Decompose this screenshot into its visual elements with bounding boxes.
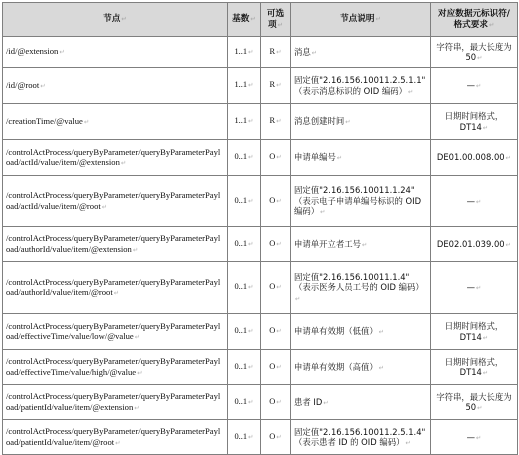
cardinality-cell: 0..1↵ [228,350,261,385]
node-path: /controlActProcess/queryByParameter/queryByParameterPayload/actId/value/item/@root [6,190,221,211]
description-cell: 固定值"2.16.156.10011.1.4" （表示医务人员工号的 OID 编码）↵ [291,262,431,314]
cardinality-cell: 0..1↵ [228,176,261,227]
cardinality-cell: 0..1↵ [228,420,261,455]
cardinality-value: 0..1 [234,152,248,162]
description-text: 固定值"2.16.156.10011.1.24" （表示电子申请单编号标识的 OID 编码） [294,185,422,217]
optional-cell: O↵ [261,314,291,350]
optional-cell: O↵ [261,420,291,455]
format-cell: 字符串，最大长度为 50↵ [431,37,518,68]
description-cell: 申请单开立者工号↵ [291,227,431,262]
cardinality-cell: 0..1↵ [228,314,261,350]
header-description: 节点说明↵ [291,3,431,37]
description-text: 固定值"2.16.156.10011.1.4" （表示医务人员工号的 OID 编码） [294,271,424,293]
table-row [3,262,518,314]
format-text: — [466,431,475,442]
cardinality-value: 0..1 [234,326,248,336]
node-path: /controlActProcess/queryByParameter/queryByParameterPayload/authorId/value/item/@extension [6,233,221,254]
description-cell: 患者 ID↵ [291,385,431,420]
optional-cell: O↵ [261,176,291,227]
node-path: /id/@root [6,79,40,90]
node-cell: /controlActProcess/queryByParameter/queryByParameterPayload/patientId/value/item/@extension↵ [3,385,228,420]
optional-cell: O↵ [261,227,291,262]
optional-cell: O↵ [261,262,291,314]
table-header-row [3,3,518,37]
description-text: 申请单有效期（高值） [294,361,378,372]
spec-table [2,2,518,455]
table-row [3,350,518,385]
format-cell: 日期时间格式，DT14↵ [431,314,518,350]
cardinality-value: 0..1 [234,396,248,406]
description-text: 申请单编号 [294,152,336,163]
format-text: 字符串，最大长度为 50 [436,41,512,62]
description-text: 申请单有效期（低值） [294,326,378,337]
description-cell: 申请单有效期（高值）↵ [291,350,431,385]
optional-value: R [269,116,276,126]
node-cell: /controlActProcess/queryByParameter/queryByParameterPayload/actId/value/item/@root↵ [3,176,228,227]
format-text: — [466,195,475,206]
node-path: /controlActProcess/queryByParameter/queryByParameterPayload/authorId/value/item/@root [6,276,221,298]
format-cell: 日期时间格式，DT14↵ [431,104,518,140]
description-text: 消息创建时间 [294,116,345,127]
optional-value: R [269,46,276,56]
node-cell: /controlActProcess/queryByParameter/queryByParameterPayload/patientId/value/item/@root↵ [3,420,228,455]
optional-value: O [269,396,276,406]
cardinality-cell: 1..1↵ [228,104,261,140]
table-row [3,104,518,140]
cardinality-value: 0..1 [234,431,248,441]
format-cell: DE02.01.039.00↵ [431,227,518,262]
header-cardinality-text: 基数 [232,14,250,25]
cardinality-value: 0..1 [234,195,248,205]
description-cell: 申请单有效期（低值）↵ [291,314,431,350]
header-format-text: 对应数据元标识符/格式要求 [438,8,510,30]
header-optional-text: 可选项 [266,8,285,30]
cardinality-value: 1..1 [234,46,248,56]
description-text: 申请单开立者工号 [294,238,361,249]
table-row [3,420,518,455]
header-description-text: 节点说明 [340,14,375,25]
format-text: 日期时间格式，DT14 [444,321,504,342]
optional-value: O [269,326,276,336]
optional-value: O [269,431,276,441]
format-text: — [466,282,475,293]
node-path: /id/@extension [6,46,59,57]
node-cell: /controlActProcess/queryByParameter/queryByParameterPayload/actId/value/item/@extension↵ [3,140,228,176]
header-format: 对应数据元标识符/格式要求↵ [431,3,518,37]
format-cell: —↵ [431,68,518,104]
format-cell: —↵ [431,420,518,455]
format-cell: DE01.00.008.00↵ [431,140,518,176]
format-text: DE01.00.008.00 [436,152,505,163]
cardinality-cell: 0..1↵ [228,262,261,314]
optional-cell: O↵ [261,350,291,385]
format-cell: 日期时间格式，DT14↵ [431,350,518,385]
cardinality-value: 0..1 [234,361,248,371]
node-cell: /controlActProcess/queryByParameter/queryByParameterPayload/effectiveTime/value/low/@value↵ [3,314,228,350]
format-cell: —↵ [431,176,518,227]
optional-cell: R↵ [261,104,291,140]
description-cell: 固定值"2.16.156.10011.2.5.1.4" （表示患者 ID 的 OID 编码）↵ [291,420,431,455]
optional-value: O [269,152,276,162]
optional-cell: R↵ [261,37,291,68]
node-path: /creationTime/@value [6,115,83,126]
table-row [3,140,518,176]
header-node-text: 节点 [103,14,121,25]
cardinality-value: 0..1 [234,282,248,292]
table-row [3,314,518,350]
optional-value: O [269,238,276,248]
optional-cell: R↵ [261,68,291,104]
format-cell: 字符串，最大长度为 50↵ [431,385,518,420]
optional-value: O [269,195,276,205]
node-cell: /controlActProcess/queryByParameter/queryByParameterPayload/authorId/value/item/@root↵ [3,262,228,314]
optional-value: O [269,361,276,371]
description-cell: 消息↵ [291,37,431,68]
description-text: 固定值"2.16.156.10011.2.5.1.1" （表示消息标识的 OID 编码） [294,75,426,96]
node-path: /controlActProcess/queryByParameter/queryByParameterPayload/patientId/value/item/@root [6,426,221,447]
format-text: — [466,80,475,91]
cardinality-value: 0..1 [234,238,248,248]
cardinality-cell: 0..1↵ [228,385,261,420]
node-path: /controlActProcess/queryByParameter/queryByParameterPayload/effectiveTime/value/low/@value [6,320,221,342]
format-text: 日期时间格式，DT14 [444,356,504,377]
table-row [3,37,518,68]
node-path: /controlActProcess/queryByParameter/queryByParameterPayload/actId/value/item/@extension [6,146,221,168]
cardinality-cell: 0..1↵ [228,227,261,262]
format-text: DE02.01.039.00 [436,238,505,249]
description-text: 消息 [294,46,311,57]
optional-value: O [269,282,276,292]
node-path: /controlActProcess/queryByParameter/queryByParameterPayload/patientId/value/item/@extension [6,391,221,412]
node-cell: /controlActProcess/queryByParameter/queryByParameterPayload/effectiveTime/value/high/@value↵ [3,350,228,385]
cardinality-cell: 0..1↵ [228,140,261,176]
description-cell: 消息创建时间↵ [291,104,431,140]
cardinality-value: 1..1 [234,80,248,90]
cardinality-cell: 1..1↵ [228,68,261,104]
optional-cell: O↵ [261,140,291,176]
header-cardinality: 基数↵ [228,3,261,37]
node-cell: /id/@extension↵ [3,37,228,68]
description-cell: 申请单编号↵ [291,140,431,176]
format-text: 字符串，最大长度为 50 [436,391,512,412]
description-cell: 固定值"2.16.156.10011.2.5.1.1" （表示消息标识的 OID 编码）↵ [291,68,431,104]
node-cell: /id/@root↵ [3,68,228,104]
cardinality-value: 1..1 [234,116,248,126]
optional-cell: O↵ [261,385,291,420]
table-row [3,176,518,227]
node-path: /controlActProcess/queryByParameter/queryByParameterPayload/effectiveTime/value/high/@value [6,356,221,377]
description-cell: 固定值"2.16.156.10011.1.24" （表示电子申请单编号标识的 OID 编码）↵ [291,176,431,227]
description-text: 固定值"2.16.156.10011.2.5.1.4" （表示患者 ID 的 OID 编码） [294,426,426,447]
node-cell: /controlActProcess/queryByParameter/queryByParameterPayload/authorId/value/item/@extension↵ [3,227,228,262]
node-cell: /creationTime/@value↵ [3,104,228,140]
header-optional: 可选项↵ [261,3,291,37]
table-row [3,227,518,262]
optional-value: R [269,80,276,90]
format-text: 日期时间格式，DT14 [444,111,504,132]
cardinality-cell: 1..1↵ [228,37,261,68]
format-cell: —↵ [431,262,518,314]
table-row [3,385,518,420]
header-node: 节点↵ [3,3,228,37]
description-text: 患者 ID [294,396,323,407]
table-row [3,68,518,104]
